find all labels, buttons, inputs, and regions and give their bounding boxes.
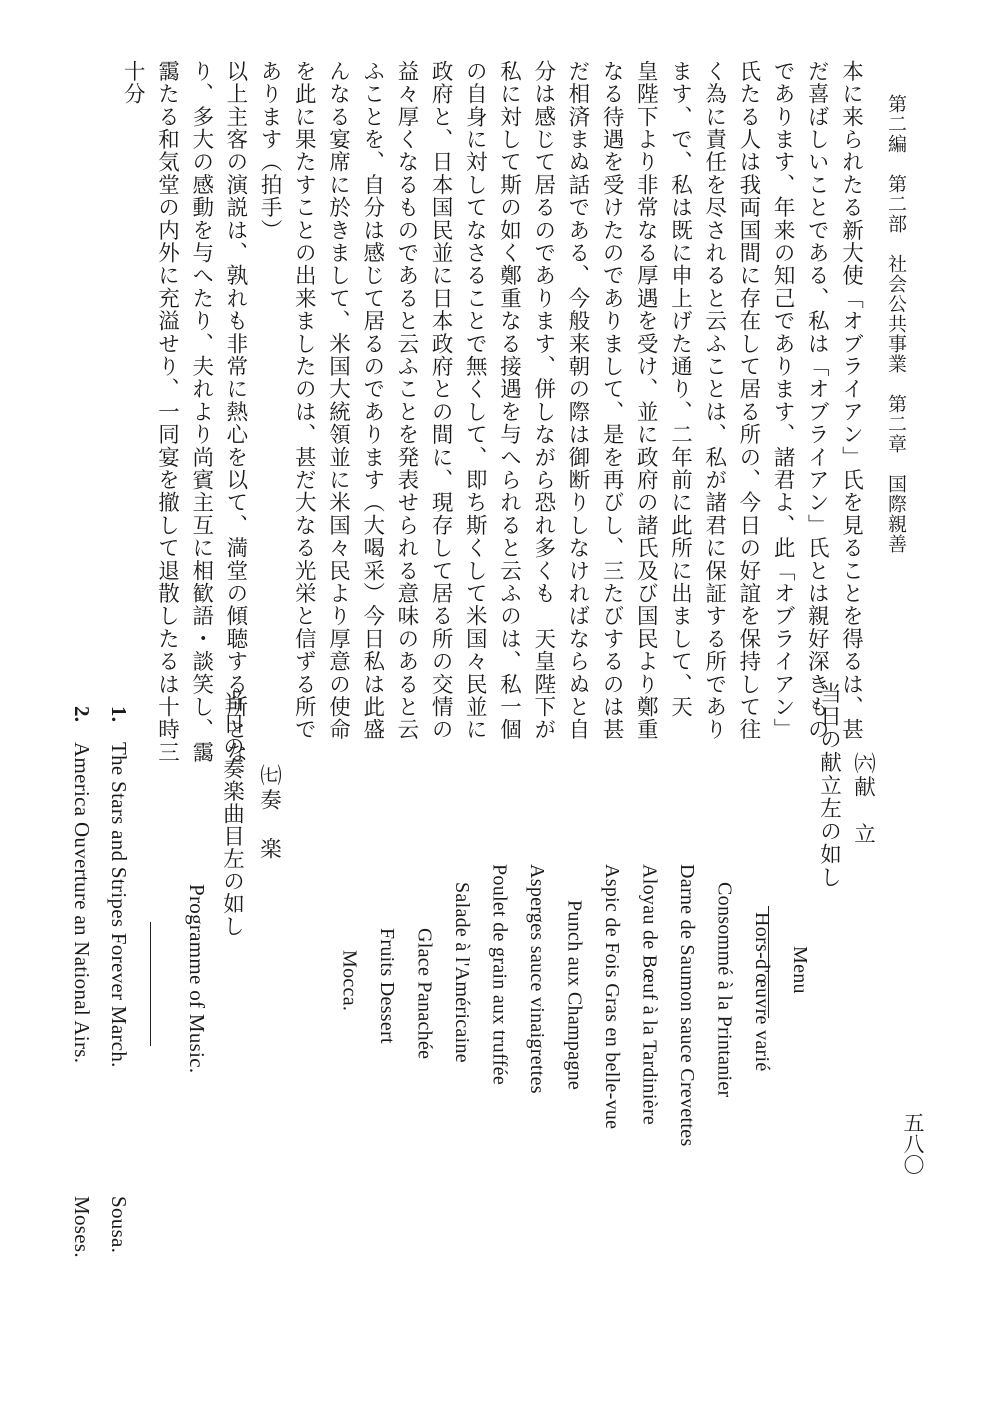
menu-item: Aspic de Fois Gras en belle-vue [601,864,623,1130]
body-text-line: 本に来られたる新大使「オブライアン」氏を見ることを得るは、甚 [838,60,864,741]
music-title: Programme of Music. [185,884,209,1074]
menu-item: Punch aux Champagne [563,900,586,1091]
body-text-line: ふことを、自分は感じて居るのであります（大喝采）今日私は此盛 [359,60,385,741]
body-text-line: 益々厚くなるものであると云ふことを発表せられる意味のあると云 [393,60,419,741]
body-text-line: だ相済まぬ話である、今般来朝の際は御断りしなければならぬと自 [564,60,590,741]
body-text-line: なる待遇を受けたのでありまして、是を再びし、三たびするのは甚 [599,60,625,741]
body-text-line: 私に対して斯の如く鄭重なる接遇を与へられると云ふのは、私一個 [496,60,522,741]
music-item-number: 2. [70,706,94,723]
body-text-line: 氏たる人は我両国間に存在して居る所の、今日の好誼を保持して往 [735,60,761,741]
body-text-line: であります、年来の知己であります、諸君よ、此「オブライアン」 [770,60,796,741]
music-section-heading: ㈦奏 楽 [256,764,282,862]
menu-item: Mocca. [338,950,361,1012]
body-text-line: く為に責任を尽されると云ふことは、私が諸君に保証する所であり [701,60,727,741]
body-text-line: 以上主客の演説は、孰れも非常に熱心を以て、満堂の傾聴する所とな [222,60,248,764]
body-text-line: 分は感じて居るのであります、併しながら恐れ多くも 天皇陛下が [530,60,556,741]
menu-item: Glace Panachée [413,928,436,1060]
body-text-line: あります（拍手） [257,60,283,242]
menu-item: Asperges sauce vinaigrettes [526,864,548,1094]
music-item-composer: Moses. [70,1196,94,1258]
body-text-line: 皇陛下より非常なる厚遇を受け、並に政府の諸氏及び国民より鄭重 [633,60,659,741]
music-item-title: America Ouverture an National Airs. [70,742,94,1064]
menu-item: Hors-d'œuvre varié [751,912,773,1072]
body-text-line: ます、で、私は既に申上げた通り、二年前に此所に出まして、天 [667,60,693,719]
music-intro: 当日の奏楽曲目左の如し [219,690,245,938]
menu-title: Menu [789,946,811,994]
menu-item: Aloyau de Bœuf à la Tardinière [638,864,661,1126]
menu-item: Darne de Saumon sauce Crevettes [676,864,698,1147]
music-item-composer: Sousa. [107,1196,131,1254]
menu-section-heading: ㈥献 立 [850,752,876,846]
body-text-line: の自身に対してなさることで無くして、即ち斯くして米国々民並に [462,60,488,741]
body-text-line: 靄たる和気堂の内外に充溢せり、一同宴を撤して退散したるは十時三 [154,60,180,764]
page-number: 五八〇 [901,1112,925,1175]
body-text-line: り、多大の感動を与へたり、夫れより尚賓主互に相歓語・談笑し、靄 [188,60,214,764]
body-text-line: んなる宴席に於きまして、米国大統領並に米国々民より厚意の使命 [325,60,351,741]
menu-item: Consommé à la Printanier [713,882,736,1098]
music-divider [150,922,151,1046]
body-text-line: だ喜ばしいことである、私は「オブライアン」氏とは親好深きもの [804,60,830,741]
body-text-line: を此に果たすことの出来ましたのは、甚だ大なる光栄と信ずる所で [291,60,317,741]
music-item-number: 1. [107,706,131,723]
running-head: 第二編 第二部 社会公共事業 第二章 国際親善 [885,94,907,554]
menu-item: Poulet de grain aux truffée [488,864,511,1085]
menu-item: Fruits Dessert [376,928,398,1044]
music-item-title: The Stars and Stripes Forever March. [107,742,131,1068]
body-text-line: 十分 [120,60,146,106]
menu-item: Salade à l'Américaine [451,882,473,1063]
menu-intro: 当日の献立左の如し [816,682,842,889]
body-text-line: 政府と、日本国民並に日本政府との間に、現存して居る所の交情の [428,60,454,742]
